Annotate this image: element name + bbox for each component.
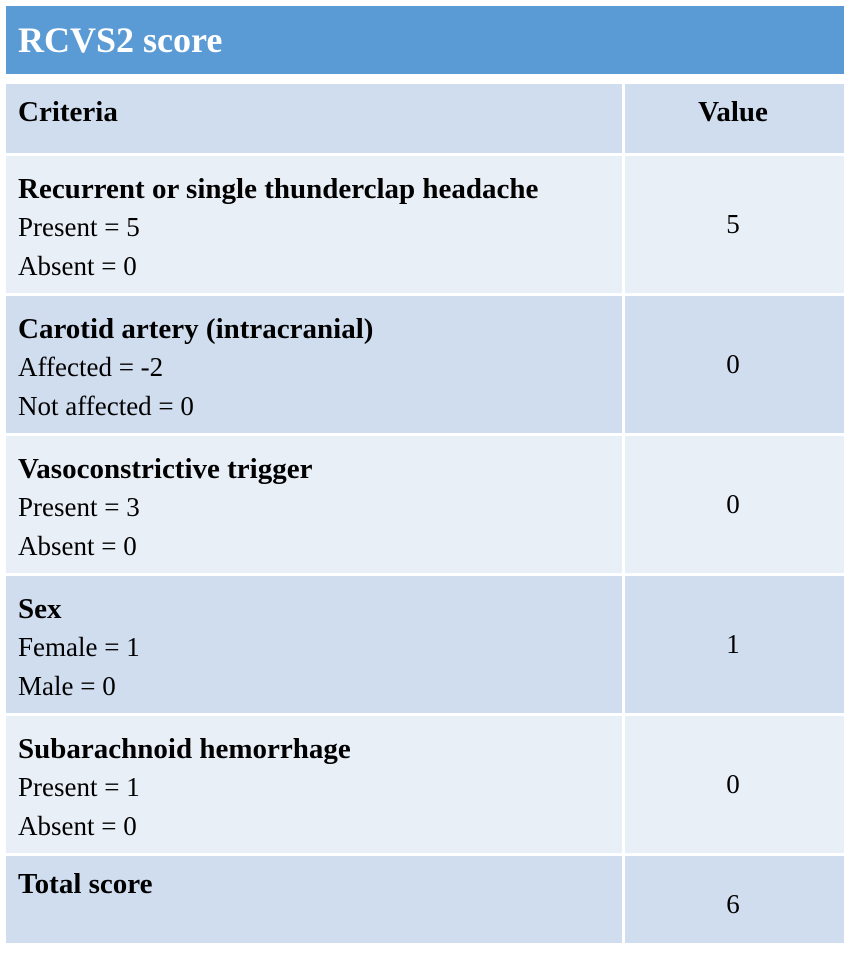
criterion-option: Affected = -2 (18, 352, 164, 382)
criterion-option: Absent = 0 (18, 811, 137, 841)
criterion-name: Recurrent or single thunderclap headache (18, 173, 539, 205)
value-cell: 0 (726, 349, 740, 379)
criterion-option: Not affected = 0 (18, 391, 194, 421)
criteria-cell (6, 576, 625, 713)
value-cell: 0 (726, 769, 740, 799)
value-cell: 1 (726, 629, 740, 659)
table-row (6, 716, 844, 856)
table-row (6, 436, 844, 576)
criterion-option: Female = 1 (18, 632, 140, 662)
table-row (6, 576, 844, 716)
criteria-cell (6, 296, 625, 433)
table-row (6, 156, 844, 296)
header-row (6, 84, 844, 156)
table-title: RCVS2 score (6, 6, 844, 74)
table-row (6, 296, 844, 436)
criteria-cell (6, 436, 625, 573)
criteria-column-header: Criteria (6, 84, 625, 153)
total-row (6, 856, 844, 946)
criteria-cell (6, 716, 625, 853)
total-value: 6 (726, 889, 740, 919)
criterion-name: Vasoconstrictive trigger (18, 453, 313, 485)
criterion-option: Present = 1 (18, 772, 140, 802)
criterion-option: Absent = 0 (18, 531, 137, 561)
criterion-option: Absent = 0 (18, 251, 137, 281)
criterion-name: Carotid artery (intracranial) (18, 313, 374, 345)
rcvs2-score-table (6, 6, 844, 946)
criterion-option: Present = 3 (18, 492, 140, 522)
criteria-cell (6, 156, 625, 293)
criterion-name: Subarachnoid hemorrhage (18, 733, 351, 765)
total-label: Total score (6, 856, 625, 943)
criterion-option: Male = 0 (18, 671, 116, 701)
value-cell: 5 (726, 209, 740, 239)
value-column-header: Value (698, 96, 768, 128)
value-cell: 0 (726, 489, 740, 519)
criterion-name: Sex (18, 593, 62, 625)
criterion-option: Present = 5 (18, 212, 140, 242)
